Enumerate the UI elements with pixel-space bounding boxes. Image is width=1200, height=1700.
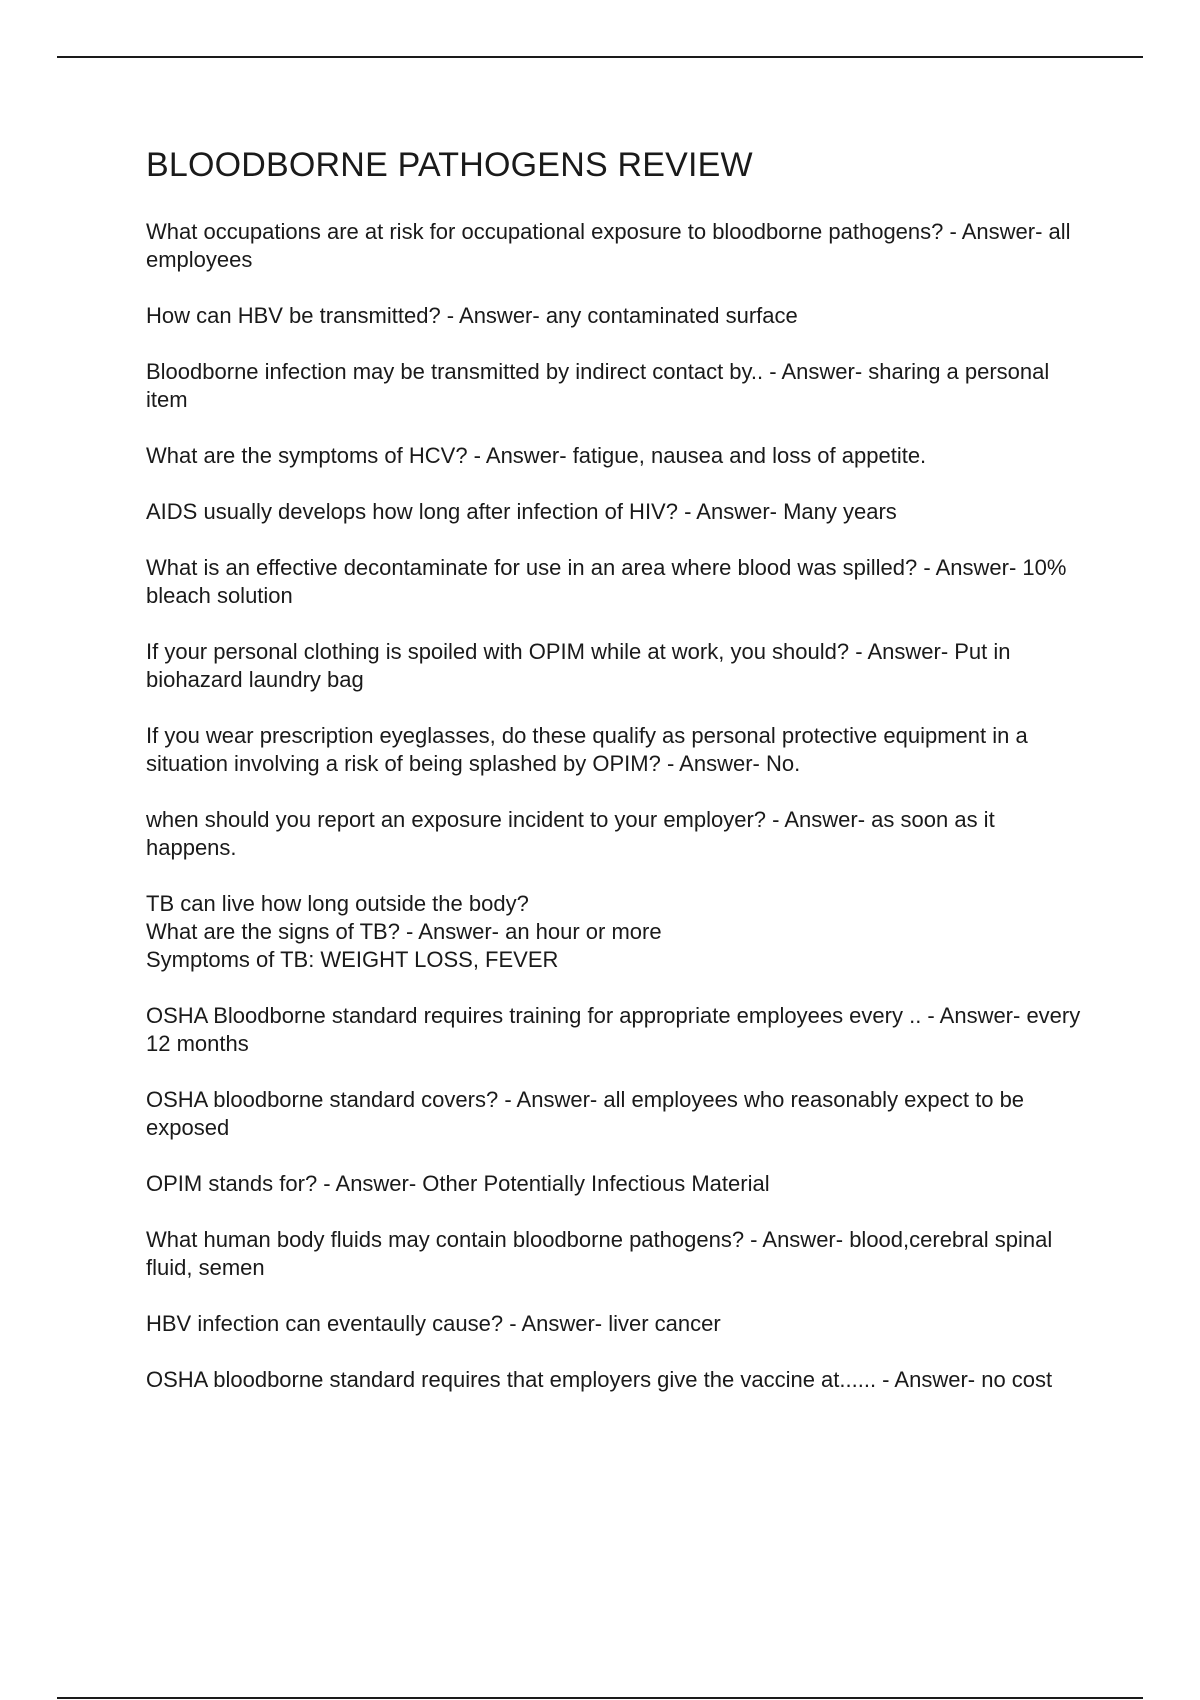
qa-text: If your personal clothing is spoiled with OPIM while at work, you should? - Answer- Put in biohazard laundry bag [146, 639, 1011, 692]
qa-item [146, 890, 1086, 974]
qa-item [146, 1086, 1086, 1142]
qa-text: OSHA bloodborne standard covers? - Answer- all employees who reasonably expect to be exposed [146, 1087, 1025, 1140]
qa-item [146, 1310, 1086, 1338]
qa-item [146, 442, 1086, 470]
qa-text: HBV infection can eventaully cause? - Answer- liver cancer [146, 1311, 721, 1336]
qa-item [146, 1170, 1086, 1198]
qa-text: OSHA bloodborne standard requires that employers give the vaccine at...... - Answer- no cost [146, 1367, 1053, 1392]
qa-text: Bloodborne infection may be transmitted by indirect contact by.. - Answer- sharing a personal item [146, 359, 1050, 412]
top-divider [57, 56, 1143, 58]
qa-item [146, 218, 1086, 274]
qa-list [146, 218, 1086, 1394]
qa-text: TB can live how long outside the body? [146, 891, 529, 916]
bottom-divider [57, 1697, 1143, 1699]
document-body [146, 140, 1086, 1422]
document-title: BLOODBORNE PATHOGENS REVIEW [146, 146, 753, 184]
qa-item [146, 806, 1086, 862]
qa-item [146, 302, 1086, 330]
qa-text: If you wear prescription eyeglasses, do these qualify as personal protective equipment in a situation involving a risk of being splashed by OPIM? - Answer- No. [146, 723, 1028, 776]
qa-text: How can HBV be transmitted? - Answer- any contaminated surface [146, 303, 798, 328]
qa-text: AIDS usually develops how long after infection of HIV? - Answer- Many years [146, 499, 897, 524]
qa-item [146, 358, 1086, 414]
qa-item [146, 638, 1086, 694]
qa-text: What human body fluids may contain bloodborne pathogens? - Answer- blood,cerebral spinal fluid, semen [146, 1227, 1053, 1280]
qa-item [146, 498, 1086, 526]
qa-text: What occupations are at risk for occupational exposure to bloodborne pathogens? - Answer- all employees [146, 219, 1071, 272]
qa-text: OSHA Bloodborne standard requires training for appropriate employees every .. - Answer- every 12 months [146, 1003, 1081, 1056]
qa-text: Symptoms of TB: WEIGHT LOSS, FEVER [146, 947, 559, 972]
qa-item [146, 1002, 1086, 1058]
qa-item [146, 554, 1086, 610]
qa-text: What is an effective decontaminate for use in an area where blood was spilled? - Answer- 10% bleach solution [146, 555, 1067, 608]
qa-item [146, 722, 1086, 778]
qa-item [146, 1366, 1086, 1394]
qa-text: OPIM stands for? - Answer- Other Potentially Infectious Material [146, 1171, 770, 1196]
qa-text: What are the signs of TB? - Answer- an hour or more [146, 919, 662, 944]
qa-item [146, 1226, 1086, 1282]
qa-text: What are the symptoms of HCV? - Answer- fatigue, nausea and loss of appetite. [146, 443, 927, 468]
qa-text: when should you report an exposure incident to your employer? - Answer- as soon as it happens. [146, 807, 995, 860]
